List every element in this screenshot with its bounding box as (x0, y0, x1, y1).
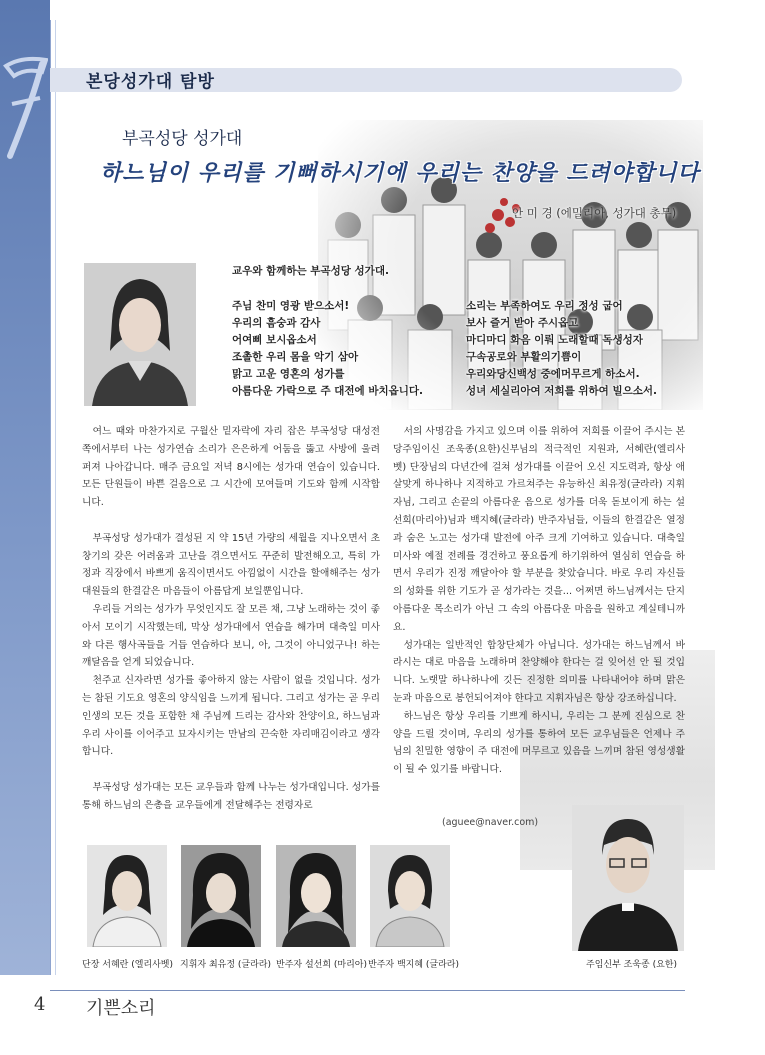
body-paragraph: 천주교 신자라면 성가를 좋아하지 않는 사람이 없을 것입니다. 성가는 참된 기도요 영혼의 양식임을 느끼게 됩니다. 그리고 성가는 곧 우리인생의 모든 것을 포함한 채 주님께 드리는 감사와 찬양이요, 하느님과 우리 사이를 이어주고 묘자시키는 만남의 끈숙한 자리매김이라고 생각합니다. (82, 675, 380, 758)
body-paragraph: 하느님은 항상 우리를 기쁘게 하시니, 우리는 그 분께 진심으로 찬양을 드릴 것이며, 우리의 성가를 통하여 모든 교우님들은 언제나 주님의 친밀한 영향이 주 대전에 머무르고 있음을 느끼며 참된 영성생활이 될 수 있기를 바랍니다. (393, 710, 685, 776)
poem-line: 우리와당신백성 중에머무르게 하소서. (466, 368, 640, 380)
body-paragraph: 여느 때와 마찬가지로 구월산 밑자락에 자리 잡은 부곡성당 대성전 쪽에서부터 나는 성가연습 소리가 은은하게 어둠을 뚫고 사방에 울려 퍼져 나아갑니다. 매주 금요일 저녁 8시에는 성가대 연습이 있습니다. 모든 단원들이 바쁜 걸음으로 그 시간에 모여들며 기도와 함께 시작합니다. (82, 426, 380, 509)
poem-line: 보사 즐거 받아 주시옵고 (466, 317, 579, 329)
body-paragraph: 서의 사명감을 가지고 있으며 이를 위하여 저희를 이끌어 주시는 본당주임이신 조욱종(요한)신부님의 적극적인 지원과, 서혜란(엘리사벳) 단장님의 다년간에 걸쳐 성가대를 이끌어 오신 지도력과, 항상 애살맞게 하나하나 지적하고 가르쳐주는 유능하신 최유정(글라라) 지휘자님, 그리고 손끝의 아름다운 음으로 성가를 더욱 돋보이게 하는 설선희(마리아)님과 백지혜(글라라) 반주자님들, 이들의 한결같은 열정과 숨은 노고는 성가대 발전에 아주 크게 기여하고 있습니다. 대축일 미사와 예절 전례를 경건하고 풍요롭게 하기위하여 열심히 연습을 하면서 우리가 진정 깨달아야 할 부분을 찾았습니다. 바로 우리 자신들의 성화를 위한 기도가 곧 성가라는 것을... 어쩌면 하느님께서는 단지 아름다운 목소리가 아닌 그 속의 아름다운 마음을 원하고 계실테니까요. (393, 426, 685, 633)
staff-photo-3 (276, 845, 356, 947)
staff-photo-5 (572, 805, 684, 951)
staff-photo-4 (370, 845, 450, 947)
author-portrait (84, 263, 196, 406)
body-paragraph: 성가대는 일반적인 합창단체가 아닙니다. 성가대는 하느님께서 바라시는 대로 마음을 노래하며 찬양해야 한다는 걸 잊어선 안 될 것입니다. 노랫말 하나하나에 깃든 진정한 의미를 나타내어야 하며 맑은 눈과 마음으로 봉헌되어져야 한다고 지휘자님은 항상 강조하십니다. (393, 639, 685, 704)
staff-caption-5: 주임신부 조욱종 (요한) (586, 960, 677, 970)
strip-border (50, 20, 56, 975)
staff-photo-2 (181, 845, 261, 947)
staff-caption-3: 반주자 설선희 (마리아) (276, 960, 367, 970)
article-author: 안 미 경 (에밀리아, 성가대 총무) (512, 206, 677, 220)
poem-left-column (232, 298, 423, 400)
staff-photo-1 (87, 845, 167, 947)
footer-rule (50, 990, 685, 991)
body-paragraph: 우리들 거의는 성가가 무엇인지도 잘 모른 채, 그냥 노래하는 것이 좋아서 모이기 시작했는데, 막상 성가대에서 연습을 해가며 대축일 미사와 다른 행사곡들을 거듭 연습하다 보니, 아, 그것이 아니었구나! 하는 깨달음을 얻게 되었습니다. (82, 603, 380, 669)
poem-line: 성녀 세실리아여 저희를 위하여 빌으소서. (466, 385, 658, 397)
magazine-name: 기쁜소리 (86, 998, 156, 1019)
article-title: 하느님이 우리를 기뻐하시기에 우리는 찬양을 드려야합니다 (100, 161, 700, 186)
poem-line: 아름다운 가락으로 주 대전에 바치옵니다. (232, 385, 424, 397)
poem-line: 마디마디 화음 이뤄 노래할때 독생성자 (466, 334, 643, 346)
article-subtitle: 부곡성당 성가대 (122, 129, 243, 149)
poem-line: 구속공로와 부활의기쁨이 (466, 351, 582, 363)
poem-line: 우리의 흠숭과 감사 (232, 317, 321, 329)
body-paragraph: 부곡성당 성가대는 모든 교우들과 함께 나누는 성가대입니다. 성가를 통해 하느님의 은총을 교우들에게 전달해주는 전령자로 (82, 781, 380, 811)
body-paragraph: 부곡성당 성가대가 결성된 지 약 15년 가량의 세월을 지나오면서 초창기의 갖은 어려움과 고난을 겪으면서도 꾸준히 발전해오고, 특히 가정과 직장에서 바쁘게 움직이면서도 아낌없이 시간을 할애해주는 성가대원들의 한결같은 마음들이 아름답게 보일뿐입니다. (82, 532, 380, 598)
poem-line: 어여삐 보시옵소서 (232, 334, 317, 346)
poem-line: 조촐한 우리 몸을 악기 삼아 (232, 351, 359, 363)
poem-line: 주님 찬미 영광 받으소서! (232, 300, 350, 312)
staff-caption-4: 반주자 백지혜 (글라라) (368, 960, 459, 970)
poem-line: 소리는 부족하여도 우리 정성 굽어 (466, 300, 623, 312)
poem-right-column (466, 298, 657, 400)
body-column-left (82, 423, 380, 815)
page-number: 4 (34, 994, 46, 1015)
poem-line: 맑고 고운 영혼의 성가를 (232, 368, 345, 380)
staff-caption-1: 단장 서혜란 (엘리사벳) (82, 960, 173, 970)
author-email: (aguee@naver.com) (442, 817, 539, 828)
poem-title: 교우와 함께하는 부곡성당 성가대. (232, 265, 389, 277)
decorative-number-glyph (2, 52, 48, 162)
section-title: 본당성가대 탐방 (86, 72, 215, 92)
body-column-right (393, 423, 685, 779)
staff-caption-2: 지휘자 최유정 (글라라) (180, 960, 271, 970)
